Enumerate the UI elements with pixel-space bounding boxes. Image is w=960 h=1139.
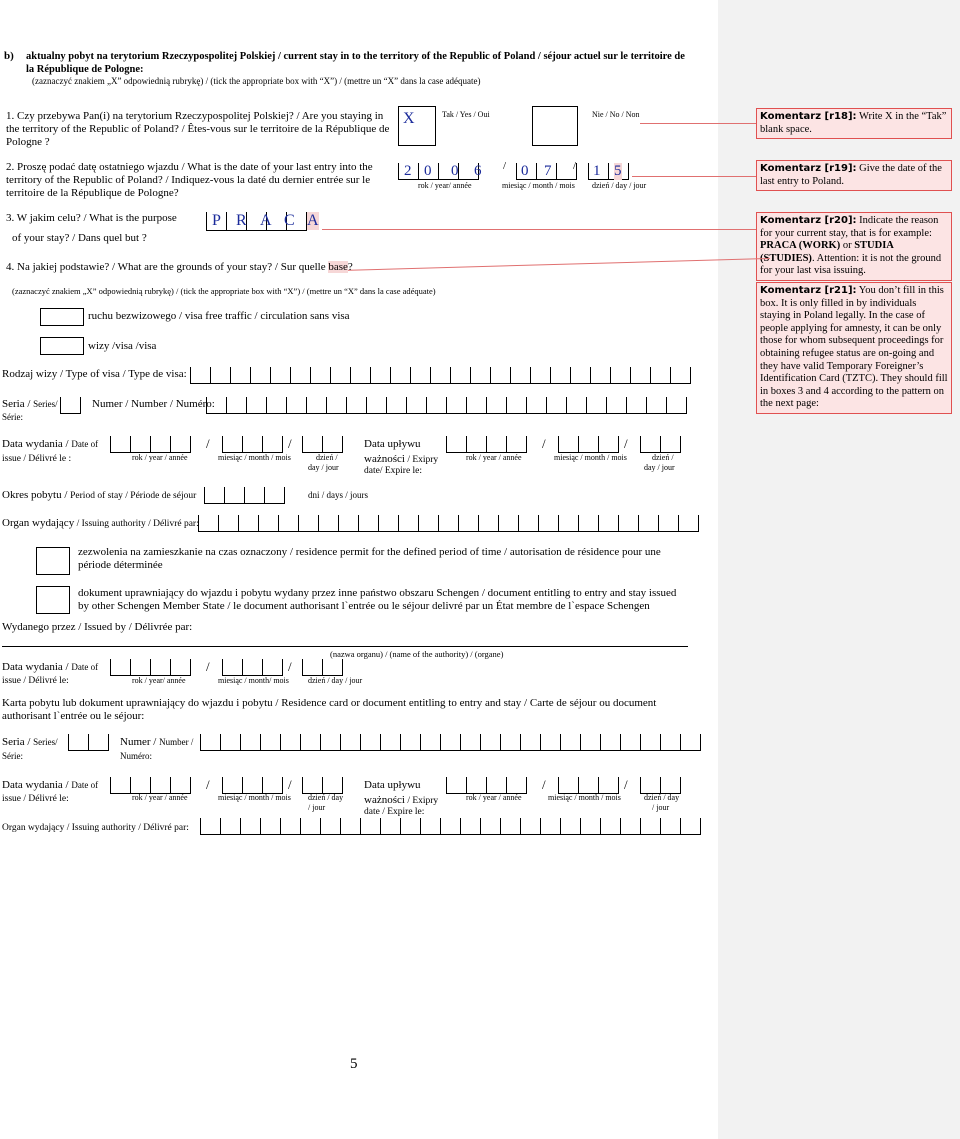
issue-month-cells[interactable]	[222, 436, 283, 453]
permit-issue-date-label-cont: issue / Délivré le:	[2, 676, 69, 686]
date-separator: /	[624, 436, 628, 451]
entry-year-digit: 0	[451, 163, 459, 179]
date-separator: /	[206, 436, 210, 451]
month-caption: miesiąc / month / mois	[218, 793, 291, 802]
visa-type-cells[interactable]	[190, 367, 691, 384]
authority-label: Organ wydający / Issuing authority / Délivré par:	[2, 517, 199, 529]
expiry-date-label: Data upływu	[364, 438, 421, 450]
year-caption: rok / year/ année	[418, 181, 472, 190]
expiry-year-cells[interactable]	[446, 436, 527, 453]
card-expiry-month-cells[interactable]	[558, 777, 619, 794]
card-number-label-fr: Numéro:	[120, 751, 152, 761]
purpose-letter: A	[260, 212, 272, 229]
date-separator: /	[288, 777, 292, 792]
month-caption: miesiąc / month / mois	[548, 793, 621, 802]
series-cells[interactable]	[60, 397, 81, 414]
series-label: Seria / Series/	[2, 398, 58, 410]
section-label: b)	[4, 50, 14, 62]
card-issue-date-label: Data wydania / Date of	[2, 779, 99, 791]
page-number: 5	[350, 1056, 358, 1072]
day-caption: dzień / day / jour	[592, 181, 647, 190]
day-caption: dzień / day	[644, 793, 680, 802]
card-issue-date-label-cont: issue / Délivré le:	[2, 794, 69, 804]
question-4-instruction: (zaznaczyć znakiem „X” odpowiednią rubrykę) / (tick the appropriate box with “X”) / (mettre un “X” dans la case adéquate)	[12, 286, 436, 296]
day-caption: dzień / day	[308, 793, 344, 802]
comment-r21[interactable]: Komentarz [r21]: You don’t fill in this box. It is only filled in by individuals staying in Poland legally. In the case of people applying for amnesty, it can be only those for whom subsequent proceedings for obtaining refugee status are on-going and they have valid Temporary Foreigner’s Identification Card (TZTC). They should fill in boxes 3 and 4 according to the pattern on the next page:	[756, 282, 952, 414]
entry-month-digit: 0	[521, 163, 529, 179]
purpose-letter: R	[236, 212, 247, 229]
number-cells[interactable]	[206, 397, 687, 414]
card-expiry-year-cells[interactable]	[446, 777, 527, 794]
permit-issue-day-cells[interactable]	[302, 659, 343, 676]
entry-year-digit: 6	[474, 163, 482, 179]
card-expiry-label: Data upływu	[364, 779, 421, 791]
entry-day-digit: 1	[593, 163, 601, 179]
issued-by-label: Wydanego przez / Issued by / Délivrée par:	[2, 621, 193, 633]
card-authority-cells[interactable]	[200, 818, 701, 835]
card-expiry-label-fr: date / Expire le:	[364, 807, 425, 817]
year-caption: rok / year/ année	[132, 676, 186, 685]
day-caption-cont: day / jour	[644, 463, 675, 472]
permit-issue-date-label: Data wydania / Date of	[2, 661, 99, 673]
comment-connector	[632, 176, 756, 177]
card-issue-year-cells[interactable]	[110, 777, 191, 794]
issued-by-line[interactable]	[2, 646, 688, 647]
day-caption: dzień / day / jour	[308, 676, 363, 685]
day-caption-cont: / jour	[652, 803, 670, 812]
day-caption-cont: day / jour	[308, 463, 339, 472]
issue-date-label-cont: issue / Délivré le :	[2, 454, 72, 464]
comment-r20[interactable]: Komentarz [r20]: Indicate the reason for your current stay, that is for example: PRACA (WORK) or STUDIA (STUDIES). Attention: it is not the ground for your last visa issuing.	[756, 212, 952, 281]
question-2: 2. Proszę podać datę ostatniego wjazdu / What is the date of your last entry into the territory of the Republic of Poland? / Indiquez-vous la daté du dernier entrée sur le territoire de la République de Pologne?	[6, 161, 373, 199]
permit-checkbox[interactable]	[36, 547, 70, 575]
expiry-day-cells[interactable]	[640, 436, 681, 453]
card-series-cells[interactable]	[68, 734, 109, 751]
date-separator: /	[288, 659, 292, 674]
question-3-cont: of your stay? / Dans quel but ?	[12, 232, 147, 244]
question-4: 4. Na jakiej podstawie? / What are the grounds of your stay? / Sur quelle base?	[6, 261, 353, 273]
permit-label: zezwolenia na zamieszkanie na czas oznaczony / residence permit for the defined period of time / autorisation de résidence pour une période déterminée	[78, 546, 661, 571]
visa-type-label: Rodzaj wizy / Type of visa / Type de visa:	[2, 368, 187, 380]
comment-r18[interactable]: Komentarz [r18]: Write X in the “Tak” blank space.	[756, 108, 952, 139]
organ-caption: (nazwa organu) / (name of the authority) / (organe)	[330, 649, 504, 659]
month-caption: miesiąc / month / mois	[554, 453, 627, 462]
issue-day-cells[interactable]	[302, 436, 343, 453]
comment-connector	[640, 123, 756, 124]
year-caption: rok / year / année	[132, 793, 188, 802]
comment-connector	[322, 229, 756, 230]
entry-year-digit: 2	[404, 163, 412, 179]
schengen-doc-label: dokument uprawniający do wjazdu i pobytu wydany przez inne państwo obszaru Schengen / document entitling to entry and stay issued by other Schengen Member State / le document authorisant l`entrée ou le séjour delivré par un État membre de l`espace Schengen	[78, 587, 677, 612]
date-separator: /	[206, 659, 210, 674]
permit-issue-year-cells[interactable]	[110, 659, 191, 676]
month-caption: miesiąc / month / mois	[502, 181, 575, 190]
visa-free-checkbox[interactable]	[40, 308, 84, 326]
card-series-label-fr: Série:	[2, 751, 23, 761]
expiry-date-label-fr: date/ Expire le:	[364, 466, 423, 476]
date-separator: /	[573, 160, 577, 172]
yes-mark: X	[403, 110, 415, 127]
entry-day-digit: 5	[614, 163, 622, 179]
visa-free-label: ruchu bezwizowego / visa free traffic / circulation sans visa	[88, 310, 350, 322]
days-caption: dni / days / jours	[308, 490, 368, 500]
date-separator: /	[503, 160, 507, 172]
month-caption: miesiąc / month / mois	[218, 453, 291, 462]
series-label-fr: Série:	[2, 412, 23, 422]
month-caption: miesiąc / month/ mois	[218, 676, 289, 685]
card-expiry-day-cells[interactable]	[640, 777, 681, 794]
date-separator: /	[288, 436, 292, 451]
purpose-letter: P	[212, 212, 221, 229]
day-caption-cont: / jour	[308, 803, 326, 812]
expiry-date-label-cont: ważności / Exipry	[364, 453, 439, 465]
entry-year-digit: 0	[424, 163, 432, 179]
purpose-letter: C	[284, 212, 295, 229]
date-separator: /	[206, 777, 210, 792]
card-expiry-label-cont: ważności / Exipry	[364, 794, 439, 806]
purpose-letter: A	[307, 212, 319, 229]
schengen-doc-checkbox[interactable]	[36, 586, 70, 614]
section-title-cont: la République de Pologne:	[26, 64, 144, 75]
card-number-label: Numer / Number /	[120, 736, 194, 748]
visa-label: wizy /visa /visa	[88, 340, 157, 352]
card-issue-day-cells[interactable]	[302, 777, 343, 794]
date-separator: /	[542, 436, 546, 451]
card-title: Karta pobytu lub dokument uprawniający do wjazdu i pobytu / Residence card or document entitling to entry and stay / Carte de séjour ou document authorisant l`entrée ou le séjour:	[2, 697, 657, 722]
question-3: 3. W jakim celu? / What is the purpose	[6, 212, 177, 224]
card-authority-label: Organ wydający / Issuing authority / Délivré par:	[2, 823, 189, 833]
entry-month-digit: 7	[544, 163, 552, 179]
card-number-cells[interactable]	[200, 734, 701, 751]
no-label: Nie / No / Non	[592, 110, 640, 119]
card-issue-month-cells[interactable]	[222, 777, 283, 794]
date-separator: /	[542, 777, 546, 792]
day-caption: dzień /	[652, 453, 674, 462]
card-series-label: Seria / Series/	[2, 736, 58, 748]
section-instruction: (zaznaczyć znakiem „X” odpowiednią rubrykę) / (tick the appropriate box with “X”) / (mettre un “X” dans la case adéquate)	[32, 76, 481, 86]
year-caption: rok / year / année	[466, 453, 522, 462]
question-1: 1. Czy przebywa Pan(i) na terytorium Rzeczypospolitej Polskiej? / Are you staying in the territory of the Republic of Poland? / Êtes-vous sur le territoire de la République de Pologne ?	[6, 110, 390, 148]
visa-checkbox[interactable]	[40, 337, 84, 355]
expiry-month-cells[interactable]	[558, 436, 619, 453]
authority-cells[interactable]	[198, 515, 699, 532]
number-label: Numer / Number / Numéro:	[92, 398, 215, 410]
comment-connector	[340, 258, 770, 271]
period-label: Okres pobytu / Period of stay / Période de séjour	[2, 489, 197, 501]
day-caption: dzień /	[316, 453, 338, 462]
issue-date-label: Data wydania / Date of	[2, 438, 99, 450]
section-title: aktualny pobyt na terytorium Rzeczypospolitej Polskiej / current stay in to the territory of the Republic of Poland / séjour actuel sur le territoire de	[26, 51, 685, 62]
yes-label: Tak / Yes / Oui	[442, 110, 490, 119]
no-checkbox[interactable]	[532, 106, 578, 146]
permit-issue-month-cells[interactable]	[222, 659, 283, 676]
date-separator: /	[624, 777, 628, 792]
comment-r19[interactable]: Komentarz [r19]: Give the date of the last entry to Poland.	[756, 160, 952, 191]
period-cells[interactable]	[204, 487, 285, 504]
year-caption: rok / year / année	[132, 453, 188, 462]
year-caption: rok / year / année	[466, 793, 522, 802]
issue-year-cells[interactable]	[110, 436, 191, 453]
